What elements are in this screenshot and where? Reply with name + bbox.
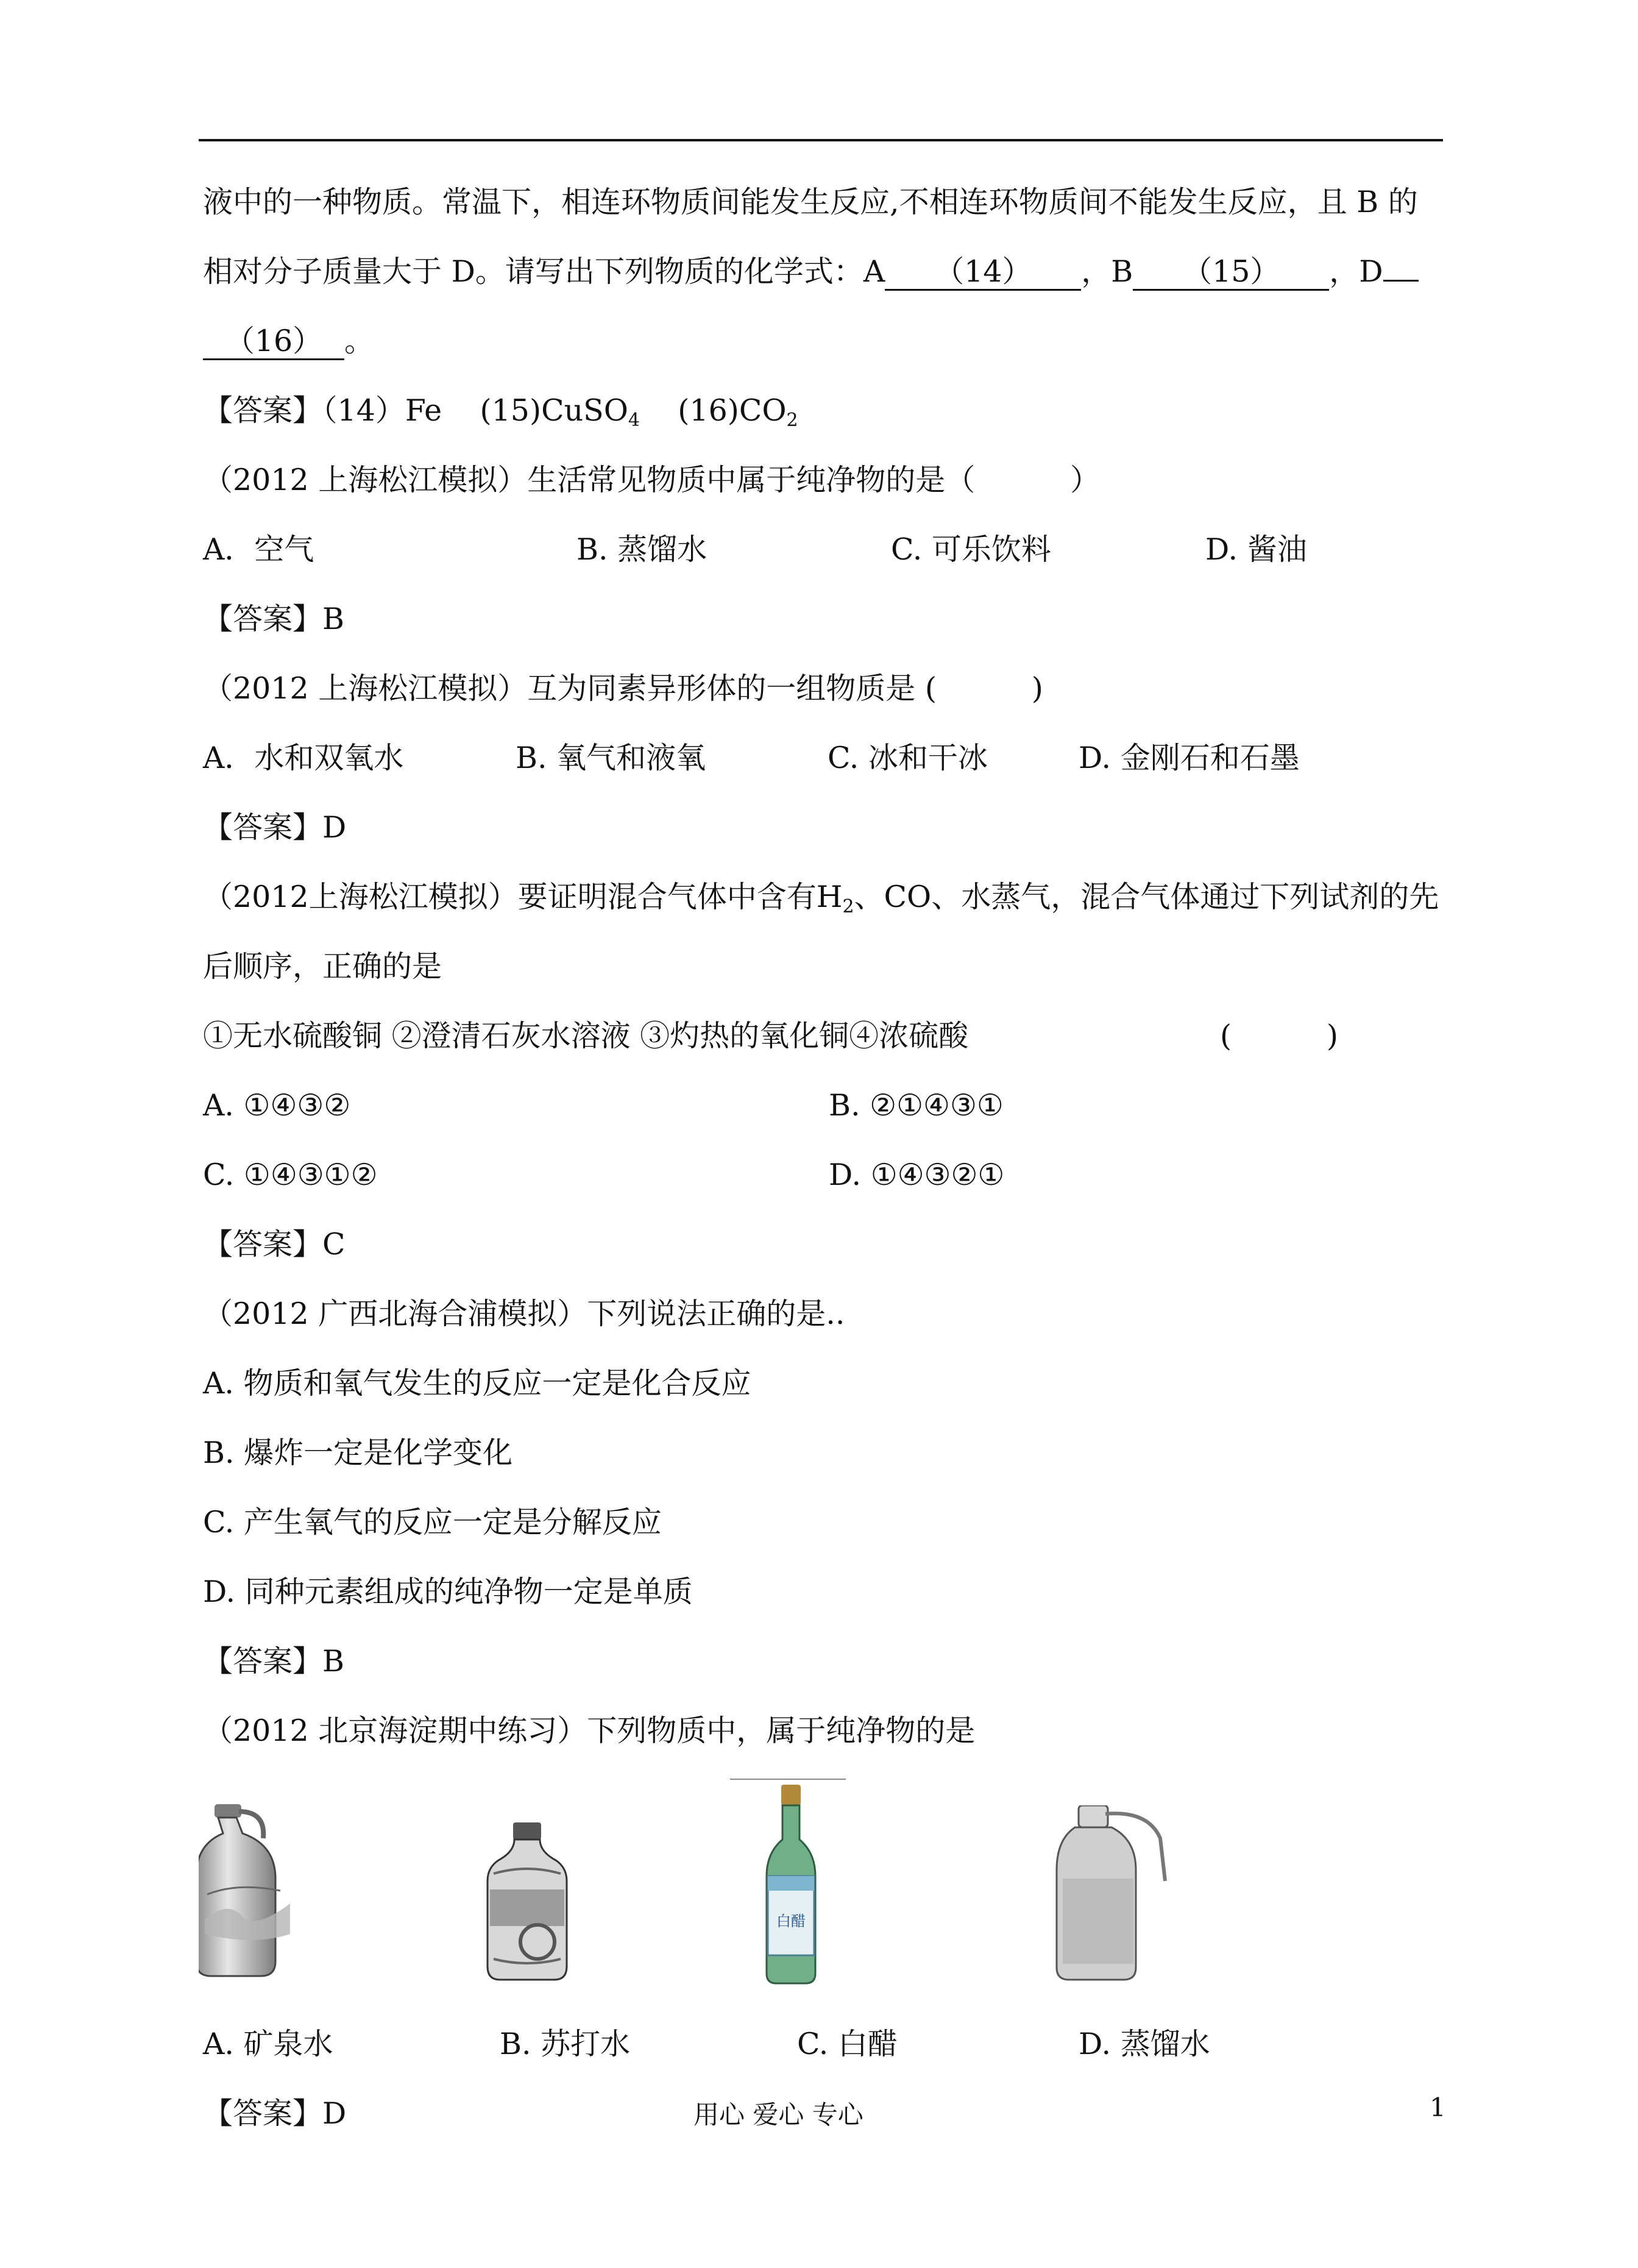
white-vinegar-bottle-image	[760, 1785, 821, 1985]
answer-5: 【答案】B	[203, 1644, 345, 1679]
question-5-stem: （2012 广西北海合浦模拟）下列说法正确的是..	[203, 1296, 845, 1331]
q3-option-c: C. 冰和干冰	[828, 741, 988, 775]
intro-line-1: 液中的一种物质。常温下，相连环物质间能发生反应,不相连环物质间不能发生反应，且 B 的	[203, 185, 1418, 219]
footer-motto: 用心 爱心 专心	[693, 2100, 863, 2130]
q2-option-c: C. 可乐饮料	[891, 532, 1051, 567]
question-4-reagents: ①无水硫酸铜 ②澄清石灰水溶液 ③灼热的氧化铜④浓硫酸	[203, 1018, 969, 1053]
intro-line-2: 相对分子质量大于 D。请写出下列物质的化学式：A （14） ，B （15） ，D	[203, 254, 1419, 291]
blank-16-start	[1383, 280, 1419, 282]
q2-option-d: D. 酱油	[1205, 532, 1307, 567]
answer-6: 【答案】D	[203, 2096, 347, 2131]
q5-option-a: A. 物质和氧气发生的反应一定是化合反应	[203, 1366, 751, 1401]
q6-option-d: D. 蒸馏水	[1079, 2027, 1210, 2061]
answer-3: 【答案】D	[203, 810, 347, 845]
question-6-stem: （2012 北京海淀期中练习）下列物质中，属于纯净物的是	[203, 1713, 976, 1748]
blank-14: （14）	[885, 255, 1081, 291]
distilled-water-bottle-image	[1054, 1805, 1176, 1983]
intro-line-3: （16） 。	[203, 323, 374, 360]
q5-option-b: B. 爆炸一定是化学变化	[203, 1435, 513, 1470]
question-4-stem: （2012上海松江模拟）要证明混合气体中含有$H_2$、CO、水蒸气，混合气体通过下列试剂的先	[203, 880, 1439, 917]
header-rule	[199, 139, 1443, 141]
soda-water-bottle-image	[481, 1822, 573, 1982]
mineral-water-bottle-image	[199, 1803, 296, 1980]
q2-option-b: B. 蒸馏水	[576, 532, 707, 567]
q6-option-b: B. 苏打水	[500, 2027, 631, 2061]
answer-1: 【答案】（14）Fe (15)CuSO$_4$ $(16)CO_2$	[203, 393, 798, 431]
q3-option-b: B. 氧气和液氧	[516, 741, 706, 775]
q4-option-d: D. ①④③②①	[829, 1157, 1005, 1192]
answer-4: 【答案】C	[203, 1227, 346, 1262]
q4-option-c: C. ①④③①②	[203, 1157, 378, 1192]
q3-option-d: D. 金刚石和石墨	[1079, 741, 1300, 775]
vinegar-label-text: 白醋	[776, 1913, 806, 1930]
q4-option-b: B. ②①④③①	[829, 1088, 1004, 1123]
q3-option-a: A．水和双氧水	[203, 741, 404, 775]
page-number: 1	[1430, 2092, 1446, 2122]
blank-16: （16）	[203, 324, 344, 360]
question-4-paren: ( )	[1220, 1018, 1338, 1053]
q6-option-a: A. 矿泉水	[203, 2027, 333, 2061]
question-2-stem: （2012 上海松江模拟）生活常见物质中属于纯净物的是（ ）	[203, 463, 1101, 497]
q2-option-a: A．空气	[203, 532, 314, 567]
answer-2: 【答案】B	[203, 602, 345, 636]
blank-15: （15）	[1133, 255, 1329, 291]
q4-option-a: A. ①④③②	[203, 1088, 351, 1123]
q6-option-c: C. 白醋	[797, 2027, 898, 2061]
question-3-stem: （2012 上海松江模拟）互为同素异形体的一组物质是 ( )	[203, 671, 1043, 706]
q5-option-d: D. 同种元素组成的纯净物一定是单质	[203, 1574, 693, 1609]
question-4-stem-2: 后顺序，正确的是	[203, 949, 442, 984]
q5-option-c: C. 产生氧气的反应一定是分解反应	[203, 1505, 662, 1540]
image-separator	[730, 1779, 846, 1780]
